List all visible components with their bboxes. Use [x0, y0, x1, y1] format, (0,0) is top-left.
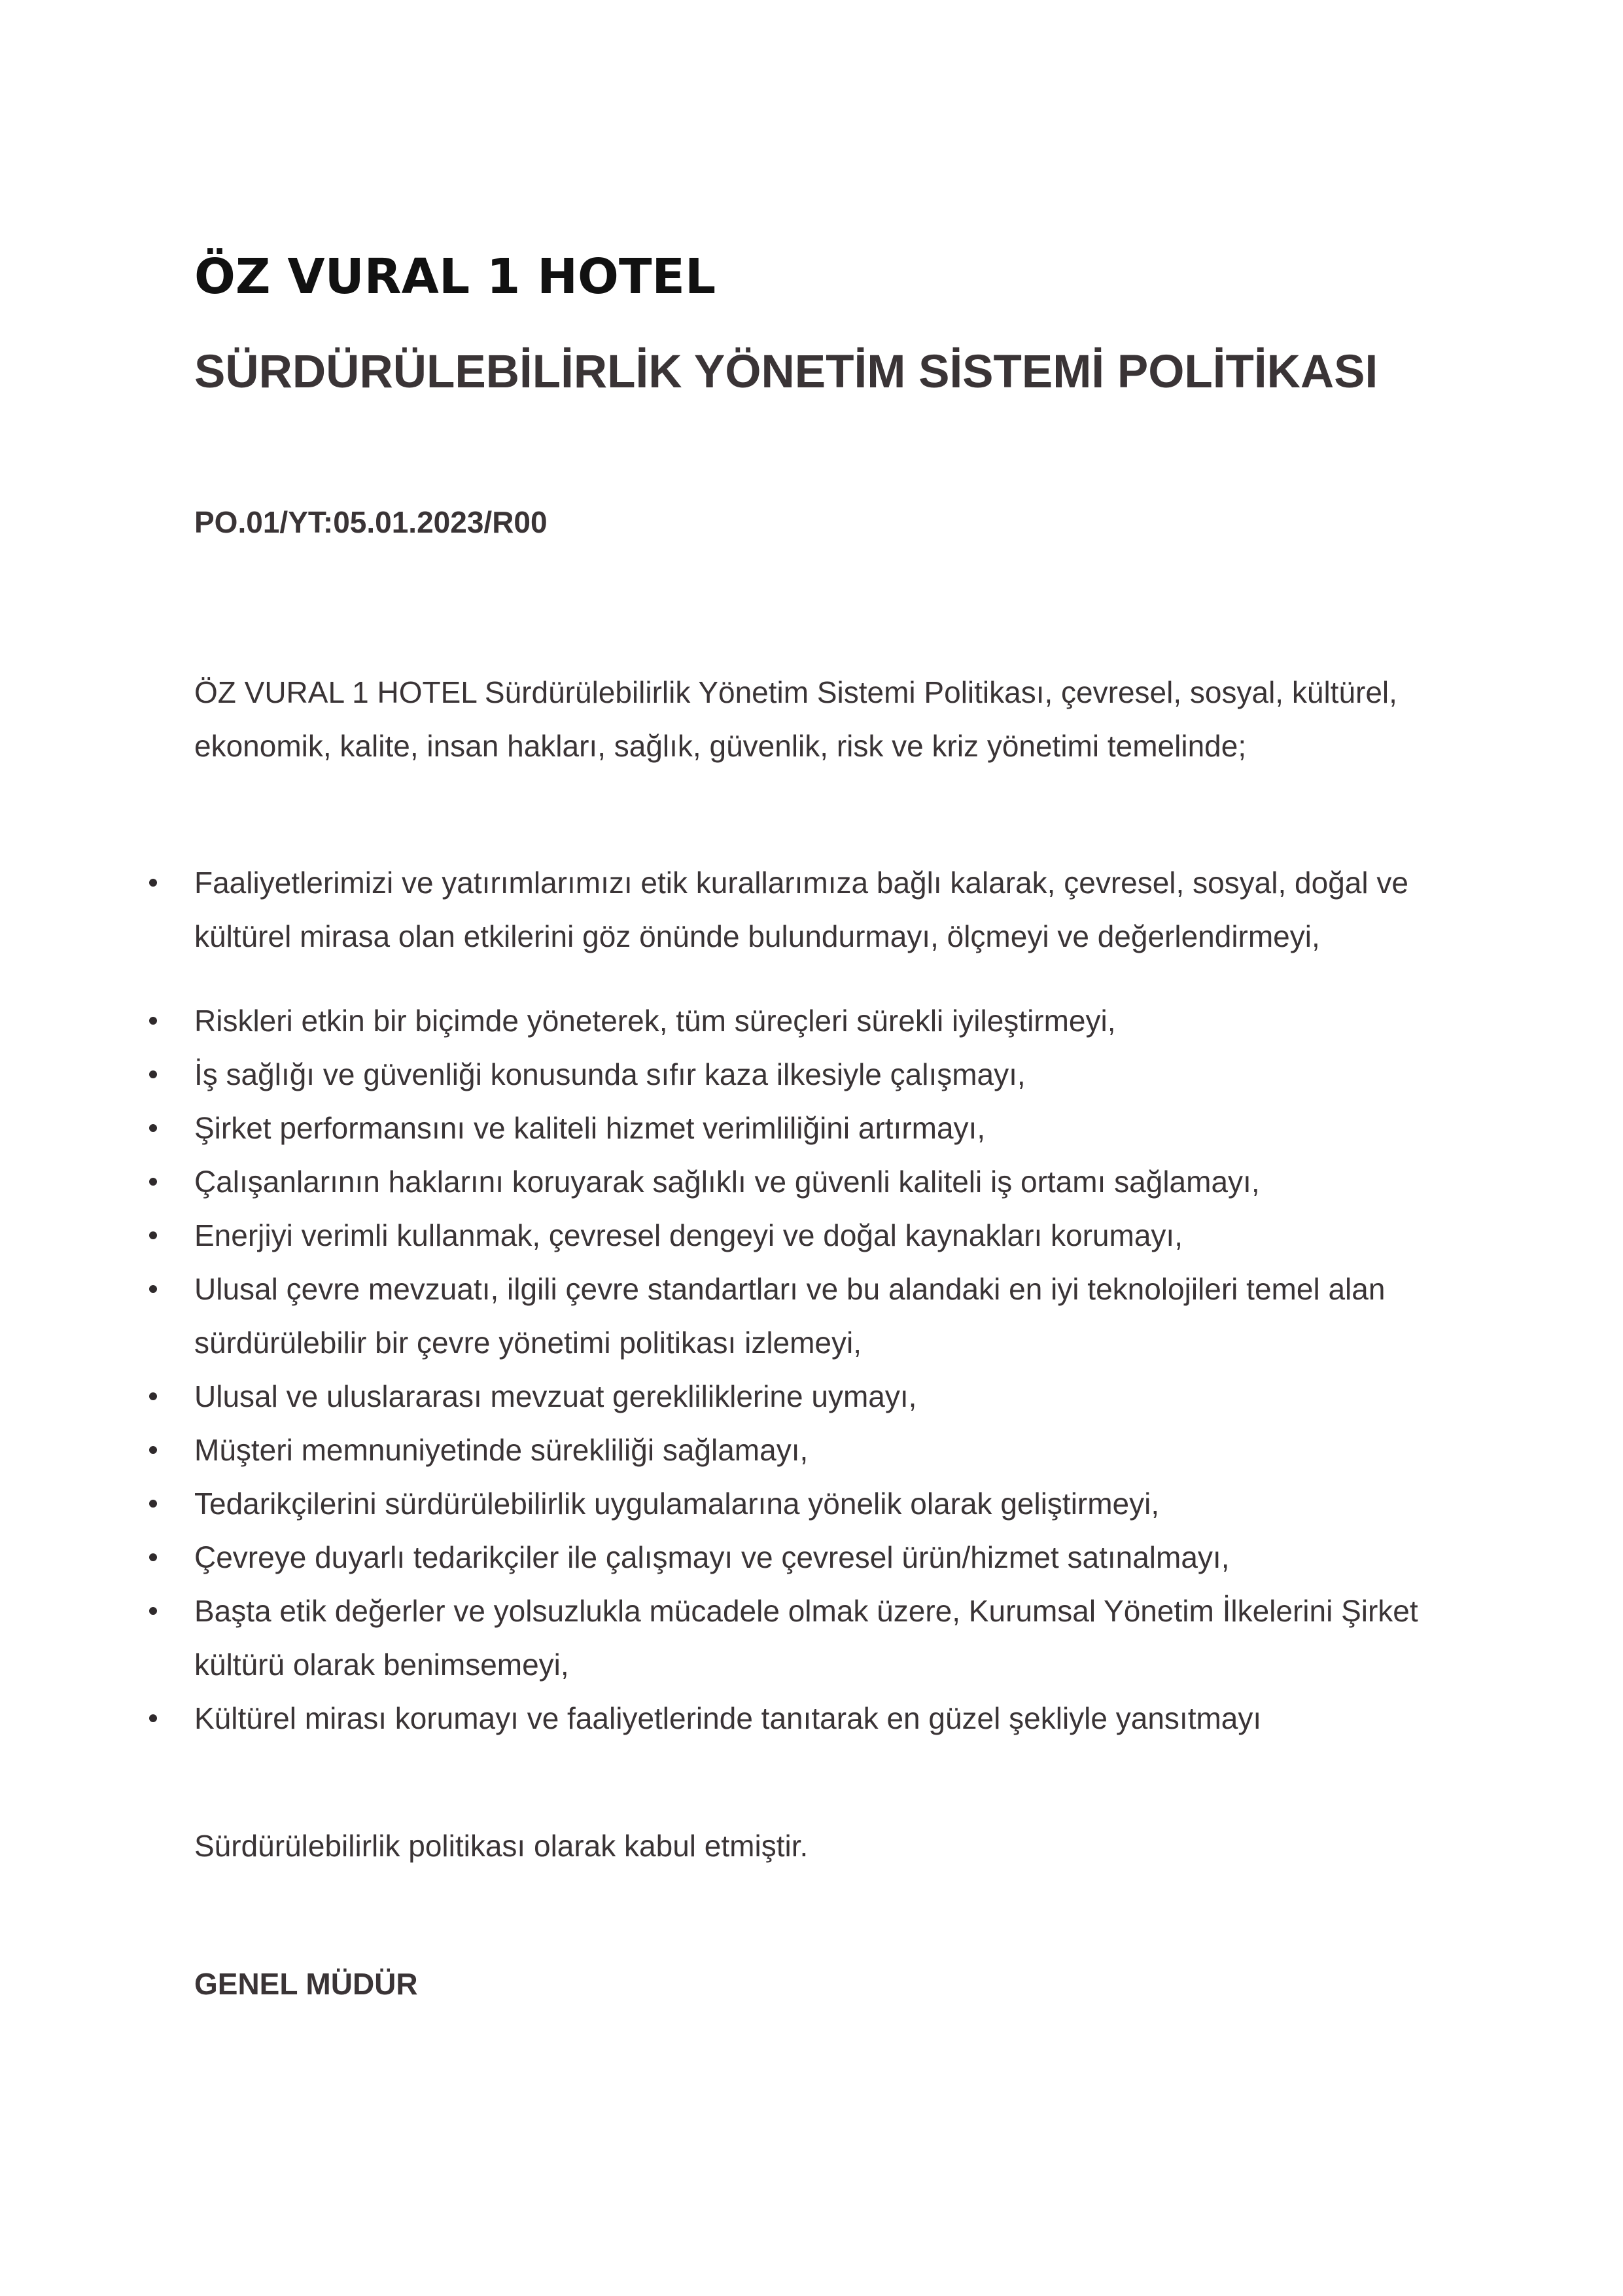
hotel-name: ÖZ VURAL 1 HOTEL	[194, 249, 716, 305]
list-item-text: Kültürel mirası korumayı ve faaliyetlerinde tanıtarak en güzel şekliyle yansıtmayı	[194, 1701, 1262, 1735]
list-item-text: Enerjiyi verimli kullanmak, çevresel dengeyi ve doğal kaynakları korumayı,	[194, 1218, 1183, 1252]
closing-statement: Sürdürülebilirlik politikası olarak kabul etmiştir.	[194, 1829, 809, 1863]
bullet-icon	[149, 1446, 157, 1454]
list-item	[194, 856, 1476, 963]
list-item-text: Başta etik değerler ve yolsuzlukla mücadele olmak üzere, Kurumsal Yönetim İlkelerini Şirket kültürü olarak benimsemeyi,	[194, 1594, 1418, 1682]
signature-title: GENEL MÜDÜR	[194, 1967, 418, 2001]
list-item	[194, 1262, 1476, 1369]
list-item	[194, 1584, 1476, 1691]
bullet-icon	[149, 1607, 157, 1615]
bullet-icon	[149, 1178, 157, 1186]
bullet-icon	[149, 1392, 157, 1400]
policy-commitments-list	[194, 856, 1476, 1745]
list-item-text: Ulusal ve uluslararası mevzuat gerekliliklerine uymayı,	[194, 1379, 917, 1413]
bullet-icon	[149, 1500, 157, 1508]
policy-title: SÜRDÜRÜLEBİLİRLİK YÖNETİM SİSTEMİ POLİTİKASI	[194, 346, 1378, 398]
list-item	[194, 1209, 1476, 1262]
document-code: PO.01/YT:05.01.2023/R00	[194, 505, 548, 539]
list-item	[194, 1048, 1476, 1101]
bullet-icon	[149, 1070, 157, 1078]
list-item-text: Çevreye duyarlı tedarikçiler ile çalışmayı ve çevresel ürün/hizmet satınalmayı,	[194, 1540, 1230, 1574]
list-item	[194, 1477, 1476, 1530]
bullet-icon	[149, 1231, 157, 1239]
list-item-text: Çalışanlarının haklarını koruyarak sağlıklı ve güvenli kaliteli iş ortamı sağlamayı,	[194, 1165, 1260, 1199]
list-item	[194, 1155, 1476, 1209]
list-item-text: İş sağlığı ve güvenliği konusunda sıfır kaza ilkesiyle çalışmayı,	[194, 1057, 1026, 1091]
list-item	[194, 1691, 1476, 1745]
list-item-text: Şirket performansını ve kaliteli hizmet verimliliğini artırmayı,	[194, 1111, 986, 1145]
list-item-text: Müşteri memnuniyetinde sürekliliği sağlamayı,	[194, 1433, 809, 1467]
list-item	[194, 1369, 1476, 1423]
list-item-text: Riskleri etkin bir biçimde yöneterek, tüm süreçleri sürekli iyileştirmeyi,	[194, 1004, 1116, 1038]
list-item-text: Faaliyetlerimizi ve yatırımlarımızı etik kurallarımıza bağlı kalarak, çevresel, sosyal, doğal ve kültürel mirasa olan etkilerini göz önünde bulundurmayı, ölçmeyi ve değerlendirmeyi,	[194, 866, 1408, 953]
bullet-icon	[149, 1017, 157, 1025]
list-item	[194, 1101, 1476, 1155]
bullet-icon	[149, 879, 157, 887]
list-item	[194, 1530, 1476, 1584]
bullet-icon	[149, 1285, 157, 1293]
list-item-text: Tedarikçilerini sürdürülebilirlik uygulamalarına yönelik olarak geliştirmeyi,	[194, 1487, 1160, 1521]
bullet-icon	[149, 1553, 157, 1561]
intro-paragraph: ÖZ VURAL 1 HOTEL Sürdürülebilirlik Yönetim Sistemi Politikası, çevresel, sosyal, kültürel, ekonomik, kalite, insan hakları, sağlık, güvenlik, risk ve kriz yönetimi temelinde;	[194, 675, 1397, 763]
list-item	[194, 1423, 1476, 1477]
bullet-icon	[149, 1124, 157, 1132]
list-item-text: Ulusal çevre mevzuatı, ilgili çevre standartları ve bu alandaki en iyi teknolojileri temel alan sürdürülebilir bir çevre yönetimi politikası izlemeyi,	[194, 1272, 1386, 1360]
bullet-icon	[149, 1714, 157, 1722]
list-item	[194, 994, 1476, 1048]
